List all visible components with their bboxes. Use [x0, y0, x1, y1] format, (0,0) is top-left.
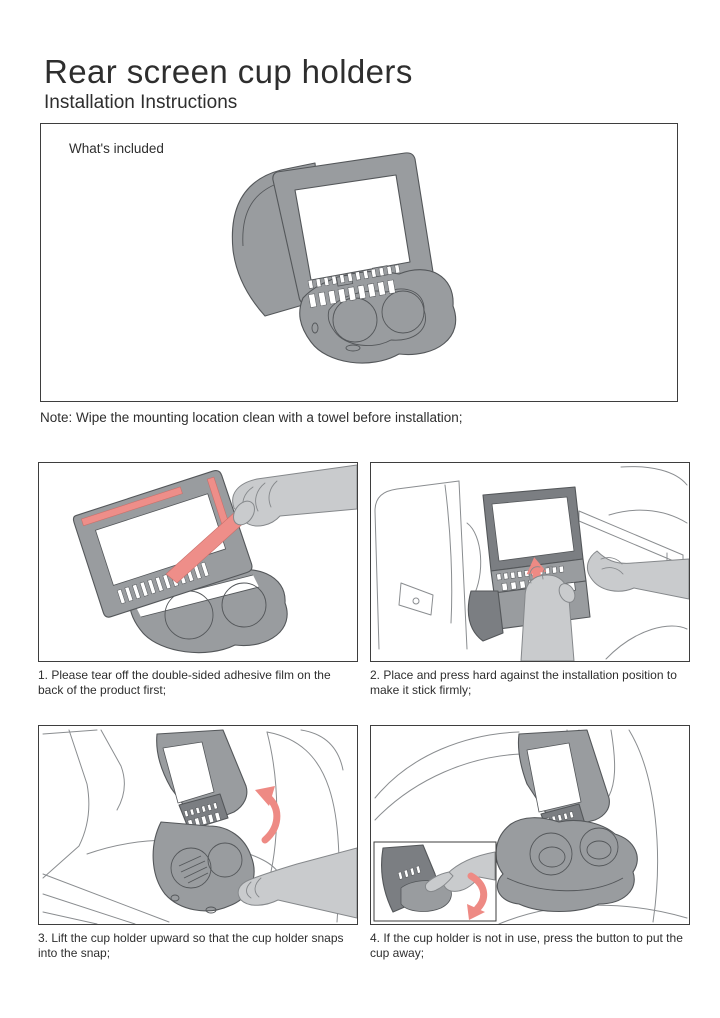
- step-2-panel: [370, 462, 690, 662]
- page-subtitle: Installation Instructions: [44, 92, 238, 113]
- base-hinge: [468, 591, 503, 641]
- lift-arrow: [265, 798, 277, 840]
- step-4-illustration: [371, 726, 689, 924]
- page-title: Rear screen cup holders: [44, 53, 413, 90]
- step-4-caption: 4. If the cup holder is not in use, press the button to put the cup away;: [370, 931, 683, 960]
- cup-holder-deployed: [496, 818, 637, 912]
- screen: [492, 497, 574, 561]
- step-2-illustration: [371, 463, 689, 661]
- lifting-arm: [238, 848, 357, 918]
- note-text: Note: Wipe the mounting location clean with a towel before installation;: [40, 410, 463, 425]
- step-1-illustration: [39, 463, 357, 661]
- screen-opening: [295, 175, 410, 280]
- step-1-caption: 1. Please tear off the double-sided adhesive film on the back of the product first;: [38, 668, 331, 697]
- product-overview-illustration: [203, 150, 461, 382]
- step-1-panel: [38, 462, 358, 662]
- step-4-panel: [370, 725, 690, 925]
- step-2-caption: 2. Place and press hard against the installation position to make it stick firmly;: [370, 668, 677, 697]
- step-3-illustration: [39, 726, 357, 924]
- whats-included-label: What's included: [69, 141, 164, 156]
- step-3-panel: [38, 725, 358, 925]
- whats-included-box: [40, 123, 678, 402]
- step-3-caption: 3. Lift the cup holder upward so that the cup holder snaps into the snap;: [38, 931, 344, 960]
- button-press-inset: [374, 842, 496, 921]
